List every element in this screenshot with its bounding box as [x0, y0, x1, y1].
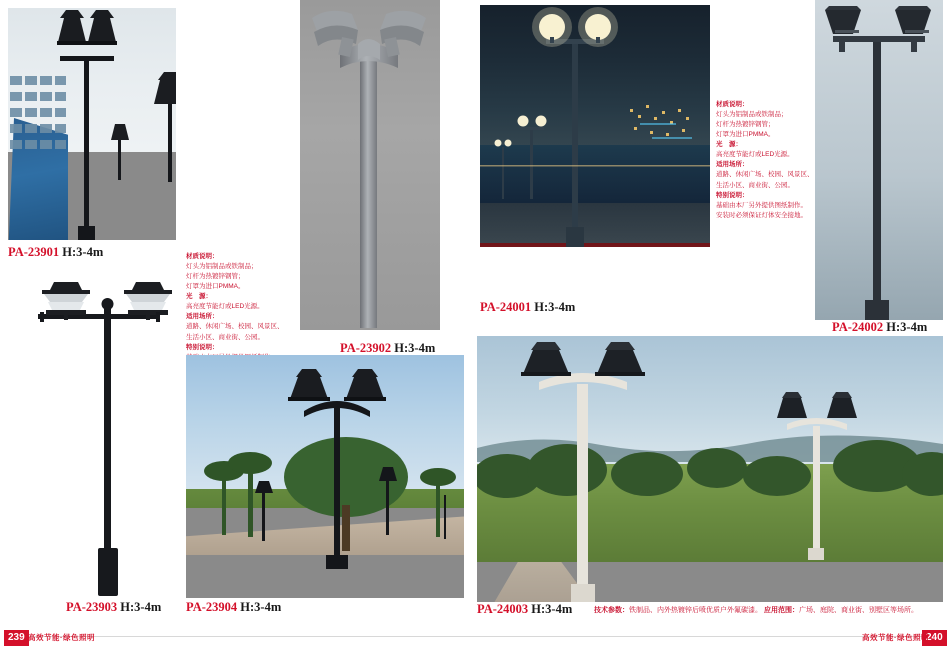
- product-height: H:3-4m: [886, 320, 928, 334]
- product-code: PA-24003: [477, 602, 529, 616]
- product-code: PA-23901: [8, 245, 60, 259]
- caption-pa-23901: [8, 245, 103, 260]
- page-footer: [0, 626, 950, 652]
- caption-pa-23902: [340, 341, 435, 356]
- product-code: PA-24002: [832, 320, 884, 334]
- photo-pa-23902: [300, 0, 440, 330]
- photo-pa-24002: [815, 0, 943, 320]
- use-label: 应用范围：: [763, 607, 799, 614]
- product-height: H:3-4m: [240, 600, 282, 614]
- caption-pa-24001: [480, 300, 575, 315]
- product-height: H:3-4m: [534, 300, 576, 314]
- footer-slogan-left: 高效节能·绿色照明: [28, 633, 95, 642]
- product-code: PA-23903: [66, 600, 118, 614]
- spec-light-line-1: 高亮度节能灯或LED光源。: [716, 151, 794, 159]
- page-number-right: 240: [922, 630, 947, 646]
- photo-pa-23901: [8, 8, 176, 240]
- lamp-illustration: [477, 336, 943, 602]
- spec-material-line-2: 灯杆为热镀锌钢管；: [186, 273, 245, 281]
- caption-pa-24003: [477, 602, 572, 617]
- product-height: H:3-4m: [120, 600, 162, 614]
- tech-text: 铁制品、内外热镀锌后喷优质户外氟碳漆。: [629, 607, 762, 614]
- product-code: PA-23902: [340, 341, 392, 355]
- spec-material-line-1: 灯头为铝制品或铁制品；: [186, 263, 258, 271]
- lamp-illustration: [20, 270, 180, 600]
- caption-pa-24002: [832, 320, 927, 335]
- spec-note-title: 特别说明：: [716, 191, 749, 199]
- spec-material-line-2: 灯杆为热镀锌钢管；: [716, 121, 775, 129]
- lamp-illustration: [815, 0, 943, 320]
- spec-material-title: 材质说明：: [716, 101, 749, 108]
- photo-pa-23904: [186, 355, 464, 598]
- lamp-illustration: [8, 8, 176, 240]
- spec-light-title: 光 源：: [716, 141, 742, 149]
- tech-label: 技术参数：: [594, 607, 629, 614]
- caption-pa-23903: [66, 600, 161, 615]
- spec-place-line-1: 道路、休闲广场、校园、风景区、: [186, 323, 284, 331]
- product-height: H:3-4m: [62, 245, 104, 259]
- spec-place-title: 适用场所：: [716, 161, 749, 169]
- lamp-illustration: [186, 355, 464, 598]
- photo-pa-23903: [20, 270, 180, 600]
- lamp-illustration: [300, 0, 440, 330]
- caption-pa-23904: [186, 600, 281, 615]
- spec-block-right: [716, 100, 826, 221]
- product-code: PA-24001: [480, 300, 532, 314]
- use-text: 广场、庭院、商业街、别墅区等场所。: [798, 607, 918, 614]
- lamp-illustration: [480, 5, 710, 247]
- spec-material-line-3: 灯罩为进口PMMA。: [716, 131, 775, 139]
- spec-note-line-2: 安装时必须保证灯体安全接地。: [716, 211, 807, 219]
- footer-divider: [8, 636, 942, 637]
- page-number-left: 239: [4, 630, 29, 646]
- spec-note-title: 特别说明：: [186, 343, 219, 351]
- product-height: H:3-4m: [394, 341, 436, 355]
- bottom-spec-line: [594, 605, 918, 615]
- spec-material-line-3: 灯罩为进口PMMA。: [186, 283, 245, 291]
- footer-slogan-right: 高效节能·绿色照明: [862, 633, 929, 642]
- spec-place-line-2: 生活小区、商业街、公园。: [716, 181, 794, 189]
- product-height: H:3-4m: [531, 602, 573, 616]
- product-code: PA-23904: [186, 600, 238, 614]
- spec-place-title: 适用场所：: [186, 313, 219, 321]
- spec-material-line-1: 灯头为铝制品或铁制品；: [716, 111, 788, 119]
- photo-pa-24003: [477, 336, 943, 602]
- spec-material-title: 材质说明：: [186, 253, 219, 260]
- spec-light-line-1: 高亮度节能灯或LED光源。: [186, 303, 264, 311]
- spec-light-title: 光 源：: [186, 293, 212, 301]
- photo-pa-24001: [480, 5, 710, 247]
- spec-note-line-1: 基础由本厂另外提供图纸制作。: [716, 201, 807, 209]
- spec-place-line-2: 生活小区、商业街、公园。: [186, 333, 264, 341]
- spec-place-line-1: 道路、休闲广场、校园、风景区、: [716, 171, 814, 179]
